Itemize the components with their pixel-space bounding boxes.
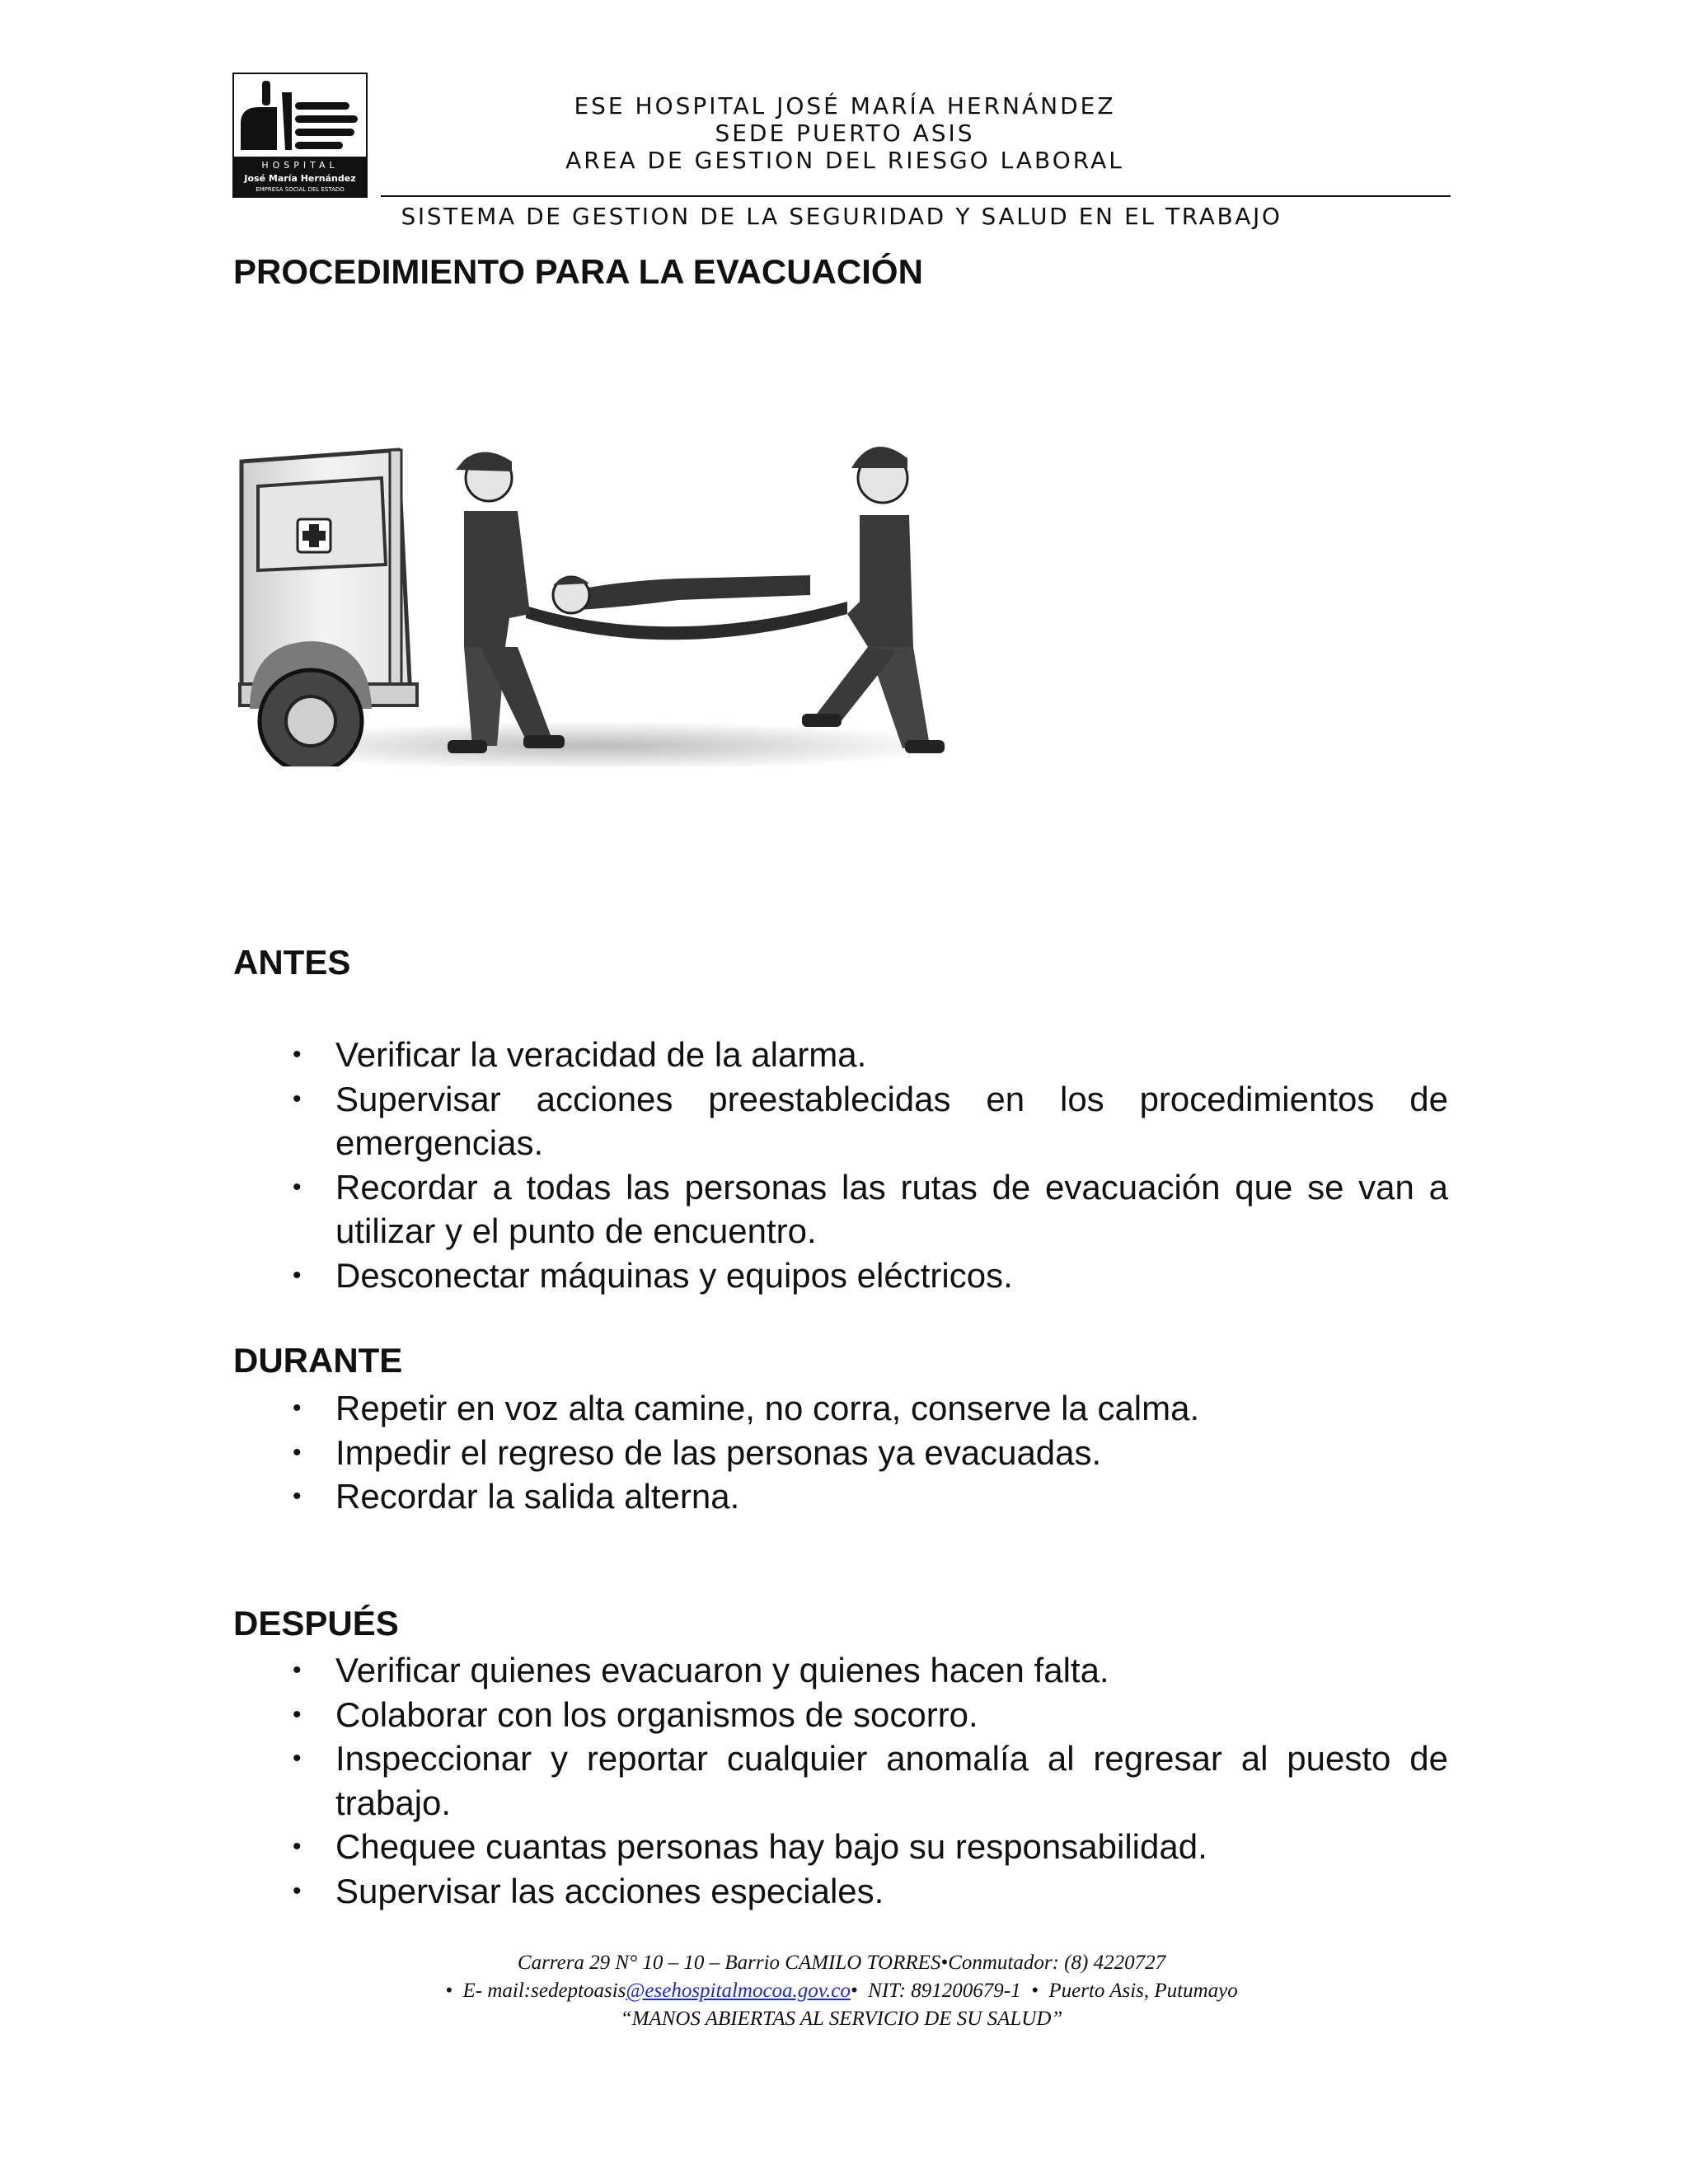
list-item: • Chequee cuantas personas hay bajo su responsabilidad. xyxy=(293,1825,1448,1869)
bullet-icon: • xyxy=(293,1173,302,1201)
separator-icon: • xyxy=(445,1980,453,2002)
header-line-hospital: ESE HOSPITAL JOSÉ MARÍA HERNÁNDEZ xyxy=(574,92,1116,120)
section-heading-antes: ANTES xyxy=(233,943,351,982)
page-title: PROCEDIMIENTO PARA LA EVACUACIÓN xyxy=(233,252,923,291)
separator-icon: • xyxy=(850,1980,858,2002)
footer-email-link[interactable]: @esehospitalmocoa.gov.co xyxy=(626,1980,851,2002)
section-heading-despues: DESPUÉS xyxy=(233,1604,399,1643)
header-lines xyxy=(371,92,1319,174)
list-item: • Desconectar máquinas y equipos eléctricos. xyxy=(293,1254,1448,1298)
logo-name: José María Hernández xyxy=(244,173,356,184)
footer-line-address xyxy=(232,1949,1451,1977)
list-item: • Repetir en voz alta camine, no corra, conserve la calma. xyxy=(293,1386,1448,1431)
page-footer xyxy=(232,1949,1451,2033)
footer-motto: “MANOS ABIERTAS AL SERVICIO DE SU SALUD” xyxy=(620,2008,1063,2030)
bullet-icon: • xyxy=(293,1833,302,1860)
logo-tagline: EMPRESA SOCIAL DEL ESTADO xyxy=(256,186,345,193)
bullet-icon: • xyxy=(293,1877,302,1905)
footer-email-prefix: E- mail:sedeptoasis xyxy=(462,1980,626,2002)
list-item: • Verificar la veracidad de la alarma. xyxy=(293,1033,1448,1077)
stretcher-ambulance-illustration xyxy=(233,437,946,766)
header-divider xyxy=(381,195,1451,197)
header-line-sede: SEDE PUERTO ASIS xyxy=(715,120,975,147)
list-item: • Supervisar acciones preestablecidas en los procedimientos de emergencias. xyxy=(293,1077,1448,1165)
list-item: • Colaborar con los organismos de socorro. xyxy=(293,1693,1448,1737)
despues-list xyxy=(293,1648,1448,1913)
separator-icon: • xyxy=(1031,1980,1039,2002)
list-item: • Supervisar las acciones especiales. xyxy=(293,1869,1448,1914)
footer-address: Carrera 29 N° 10 – 10 – Barrio CAMILO TORRES xyxy=(517,1952,941,1974)
bullet-icon: • xyxy=(293,1394,302,1422)
bullet-icon: • xyxy=(293,1085,302,1113)
hospital-logo xyxy=(232,73,368,198)
bullet-icon: • xyxy=(293,1261,302,1289)
list-item: • Recordar la salida alterna. xyxy=(293,1474,1448,1519)
stretcher-ambulance-icon xyxy=(233,437,946,766)
bullet-icon: • xyxy=(293,1483,302,1510)
footer-line-contact xyxy=(232,1977,1451,2005)
hospital-hand-logo-icon xyxy=(234,74,366,196)
list-item: • Inspeccionar y reportar cualquier anomalía al regresar al puesto de trabajo. xyxy=(293,1736,1448,1825)
header-line-area: AREA DE GESTION DEL RIESGO LABORAL xyxy=(565,147,1124,174)
antes-list xyxy=(293,1033,1448,1297)
separator-icon: • xyxy=(940,1952,949,1974)
header-system-name: SISTEMA DE GESTION DE LA SEGURIDAD Y SALUD EN EL TRABAJO xyxy=(401,203,1282,230)
footer-nit: NIT: 891200679-1 xyxy=(868,1980,1021,2002)
bullet-icon: • xyxy=(293,1657,302,1684)
bullet-icon: • xyxy=(293,1700,302,1728)
list-item: • Verificar quienes evacuaron y quienes hacen falta. xyxy=(293,1648,1448,1693)
durante-list xyxy=(293,1386,1448,1519)
list-item: • Recordar a todas las personas las rutas de evacuación que se van a utilizar y el punto de encuentro. xyxy=(293,1165,1448,1254)
bullet-icon: • xyxy=(293,1041,302,1068)
footer-switchboard: Conmutador: (8) 4220727 xyxy=(948,1952,1166,1974)
logo-word: HOSPITAL xyxy=(261,160,339,171)
list-item: • Impedir el regreso de las personas ya evacuadas. xyxy=(293,1431,1448,1475)
section-heading-durante: DURANTE xyxy=(233,1341,403,1380)
bullet-icon: • xyxy=(293,1745,302,1772)
bullet-icon: • xyxy=(293,1438,302,1466)
footer-city: Puerto Asis, Putumayo xyxy=(1048,1980,1238,2002)
